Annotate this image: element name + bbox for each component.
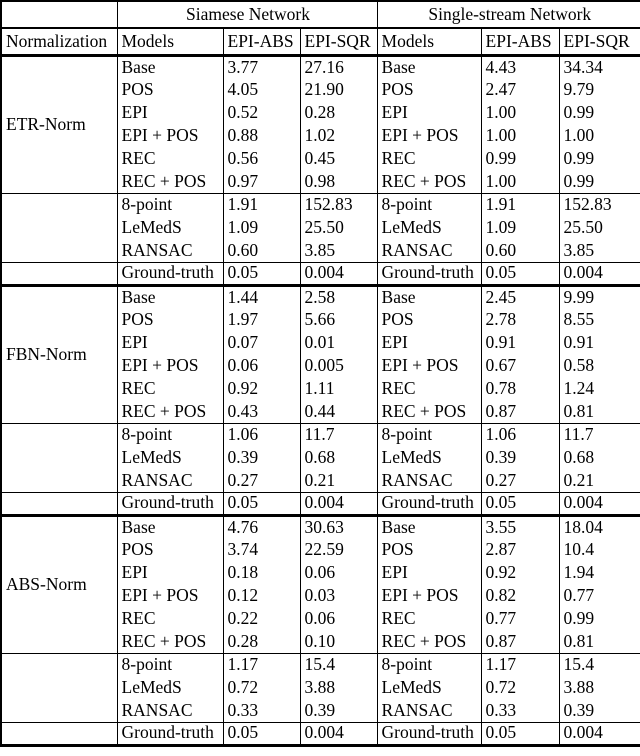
value-cell: 0.05 [481,722,559,745]
value-cell: 0.45 [300,147,377,170]
corner-cell [1,1,117,28]
value-cell: 0.60 [481,239,559,262]
value-cell: 0.06 [300,561,377,584]
table-row [1,55,640,78]
model-cell: LeMedS [377,216,481,239]
models-column-header: Models [377,28,481,55]
model-cell: POS [117,308,223,331]
value-cell: 11.7 [300,423,377,446]
value-cell: 0.22 [223,607,300,630]
value-cell: 2.87 [481,538,559,561]
value-cell: 0.58 [559,354,640,377]
value-cell: 3.85 [300,239,377,262]
value-cell: 1.17 [223,653,300,676]
model-cell: Base [117,55,223,78]
model-cell: EPI + POS [377,584,481,607]
value-cell: 0.81 [559,400,640,423]
value-cell: 0.21 [559,469,640,492]
value-cell: 1.24 [559,377,640,400]
value-cell: 0.72 [481,676,559,699]
value-cell: 0.39 [300,699,377,722]
value-cell: 0.87 [481,400,559,423]
value-cell: 1.09 [481,216,559,239]
value-cell: 0.05 [481,492,559,515]
value-cell: 0.92 [481,561,559,584]
value-cell: 0.33 [481,699,559,722]
value-cell: 0.12 [223,584,300,607]
value-cell: 0.004 [300,722,377,745]
model-cell: EPI + POS [117,584,223,607]
value-cell: 3.85 [559,239,640,262]
epi-abs-column-header: EPI-ABS [481,28,559,55]
model-cell: LeMedS [117,676,223,699]
normalization-cell [1,722,117,745]
model-cell: Base [377,515,481,538]
model-cell: RANSAC [117,699,223,722]
value-cell: 1.06 [481,423,559,446]
model-cell: RANSAC [377,699,481,722]
table-row [1,285,640,308]
model-cell: Ground-truth [377,262,481,285]
value-cell: 1.11 [300,377,377,400]
value-cell: 10.4 [559,538,640,561]
value-cell: 0.56 [223,147,300,170]
value-cell: 0.99 [559,147,640,170]
model-cell: LeMedS [377,676,481,699]
value-cell: 3.55 [481,515,559,538]
normalization-cell [1,492,117,515]
model-cell: POS [377,308,481,331]
value-cell: 0.39 [481,446,559,469]
epi-sqr-column-header: EPI-SQR [300,28,377,55]
model-cell: EPI [117,561,223,584]
model-cell: Base [117,515,223,538]
model-cell: REC + POS [377,630,481,653]
value-cell: 1.91 [223,193,300,216]
value-cell: 1.09 [223,216,300,239]
value-cell: 0.88 [223,124,300,147]
model-cell: EPI [377,561,481,584]
model-cell: REC [117,377,223,400]
model-cell: EPI + POS [377,354,481,377]
value-cell: 1.94 [559,561,640,584]
value-cell: 2.58 [300,285,377,308]
model-cell: POS [377,78,481,101]
table-row [1,653,640,676]
value-cell: 152.83 [559,193,640,216]
value-cell: 1.00 [559,124,640,147]
value-cell: 1.02 [300,124,377,147]
value-cell: 4.43 [481,55,559,78]
value-cell: 2.78 [481,308,559,331]
value-cell: 9.79 [559,78,640,101]
normalization-cell: FBN-Norm [1,285,117,423]
value-cell: 34.34 [559,55,640,78]
value-cell: 0.43 [223,400,300,423]
value-cell: 0.44 [300,400,377,423]
value-cell: 3.88 [559,676,640,699]
value-cell: 0.91 [481,331,559,354]
model-cell: EPI + POS [117,354,223,377]
value-cell: 1.91 [481,193,559,216]
network-header-row [1,1,640,28]
value-cell: 0.21 [300,469,377,492]
value-cell: 0.99 [559,607,640,630]
value-cell: 2.47 [481,78,559,101]
model-cell: REC + POS [117,400,223,423]
value-cell: 0.05 [481,262,559,285]
value-cell: 3.77 [223,55,300,78]
model-cell: RANSAC [377,469,481,492]
value-cell: 0.07 [223,331,300,354]
value-cell: 2.45 [481,285,559,308]
value-cell: 25.50 [300,216,377,239]
value-cell: 0.39 [559,699,640,722]
value-cell: 0.87 [481,630,559,653]
value-cell: 0.28 [300,101,377,124]
value-cell: 0.68 [559,446,640,469]
value-cell: 0.52 [223,101,300,124]
model-cell: Ground-truth [377,492,481,515]
model-cell: RANSAC [117,239,223,262]
model-cell: LeMedS [117,446,223,469]
model-cell: EPI + POS [117,124,223,147]
value-cell: 0.77 [559,584,640,607]
value-cell: 0.91 [559,331,640,354]
model-cell: REC + POS [117,170,223,193]
model-cell: REC + POS [117,630,223,653]
model-cell: 8-point [117,423,223,446]
model-cell: Ground-truth [117,722,223,745]
value-cell: 21.90 [300,78,377,101]
value-cell: 1.44 [223,285,300,308]
value-cell: 1.17 [481,653,559,676]
table-body [1,55,640,745]
model-cell: Ground-truth [377,722,481,745]
value-cell: 30.63 [300,515,377,538]
model-cell: EPI [117,331,223,354]
model-cell: REC [117,607,223,630]
model-cell: 8-point [117,193,223,216]
table-row [1,515,640,538]
model-cell: POS [117,538,223,561]
model-cell: REC [377,147,481,170]
value-cell: 0.06 [223,354,300,377]
model-cell: RANSAC [377,239,481,262]
value-cell: 0.28 [223,630,300,653]
value-cell: 0.99 [559,101,640,124]
value-cell: 0.004 [559,492,640,515]
normalization-column-header: Normalization [1,28,117,55]
normalization-cell: ETR-Norm [1,55,117,193]
column-header-row [1,28,640,55]
value-cell: 0.05 [223,722,300,745]
value-cell: 3.74 [223,538,300,561]
value-cell: 0.27 [481,469,559,492]
model-cell: EPI [377,331,481,354]
model-cell: Base [377,285,481,308]
value-cell: 15.4 [300,653,377,676]
normalization-cell [1,262,117,285]
table-header [1,1,640,55]
model-cell: EPI + POS [377,124,481,147]
value-cell: 0.004 [559,262,640,285]
model-cell: LeMedS [377,446,481,469]
model-cell: REC [377,377,481,400]
value-cell: 0.72 [223,676,300,699]
value-cell: 18.04 [559,515,640,538]
value-cell: 0.60 [223,239,300,262]
value-cell: 0.67 [481,354,559,377]
value-cell: 0.82 [481,584,559,607]
value-cell: 0.005 [300,354,377,377]
value-cell: 0.68 [300,446,377,469]
value-cell: 1.00 [481,124,559,147]
model-cell: REC [117,147,223,170]
value-cell: 8.55 [559,308,640,331]
value-cell: 0.05 [223,492,300,515]
value-cell: 0.39 [223,446,300,469]
model-cell: 8-point [377,653,481,676]
value-cell: 0.27 [223,469,300,492]
value-cell: 0.78 [481,377,559,400]
value-cell: 0.01 [300,331,377,354]
value-cell: 5.66 [300,308,377,331]
model-cell: Ground-truth [117,492,223,515]
table-row [1,262,640,285]
value-cell: 0.33 [223,699,300,722]
model-cell: 8-point [377,423,481,446]
value-cell: 1.97 [223,308,300,331]
value-cell: 25.50 [559,216,640,239]
value-cell: 0.81 [559,630,640,653]
epi-abs-column-header: EPI-ABS [223,28,300,55]
model-cell: POS [377,538,481,561]
model-cell: LeMedS [117,216,223,239]
value-cell: 1.00 [481,170,559,193]
value-cell: 11.7 [559,423,640,446]
model-cell: EPI [377,101,481,124]
value-cell: 0.06 [300,607,377,630]
value-cell: 9.99 [559,285,640,308]
value-cell: 4.05 [223,78,300,101]
normalization-cell [1,423,117,492]
siamese-network-header: Siamese Network [117,1,377,28]
value-cell: 0.004 [559,722,640,745]
model-cell: REC + POS [377,170,481,193]
value-cell: 0.004 [300,492,377,515]
value-cell: 4.76 [223,515,300,538]
epi-sqr-column-header: EPI-SQR [559,28,640,55]
model-cell: REC [377,607,481,630]
value-cell: 0.99 [481,147,559,170]
value-cell: 0.77 [481,607,559,630]
model-cell: 8-point [117,653,223,676]
value-cell: 1.00 [481,101,559,124]
value-cell: 0.004 [300,262,377,285]
normalization-cell [1,653,117,722]
value-cell: 1.06 [223,423,300,446]
value-cell: 0.98 [300,170,377,193]
value-cell: 0.03 [300,584,377,607]
value-cell: 0.10 [300,630,377,653]
value-cell: 22.59 [300,538,377,561]
value-cell: 0.99 [559,170,640,193]
value-cell: 0.97 [223,170,300,193]
value-cell: 15.4 [559,653,640,676]
model-cell: Base [377,55,481,78]
value-cell: 0.18 [223,561,300,584]
model-cell: Base [117,285,223,308]
value-cell: 27.16 [300,55,377,78]
single-stream-network-header: Single-stream Network [377,1,640,28]
model-cell: EPI [117,101,223,124]
model-cell: POS [117,78,223,101]
model-cell: REC + POS [377,400,481,423]
table-row [1,722,640,745]
value-cell: 152.83 [300,193,377,216]
value-cell: 0.05 [223,262,300,285]
normalization-cell [1,193,117,262]
model-cell: Ground-truth [117,262,223,285]
normalization-cell: ABS-Norm [1,515,117,653]
table-row [1,193,640,216]
value-cell: 0.92 [223,377,300,400]
model-cell: 8-point [377,193,481,216]
value-cell: 3.88 [300,676,377,699]
models-column-header: Models [117,28,223,55]
table-row [1,423,640,446]
table-row [1,492,640,515]
model-cell: RANSAC [117,469,223,492]
